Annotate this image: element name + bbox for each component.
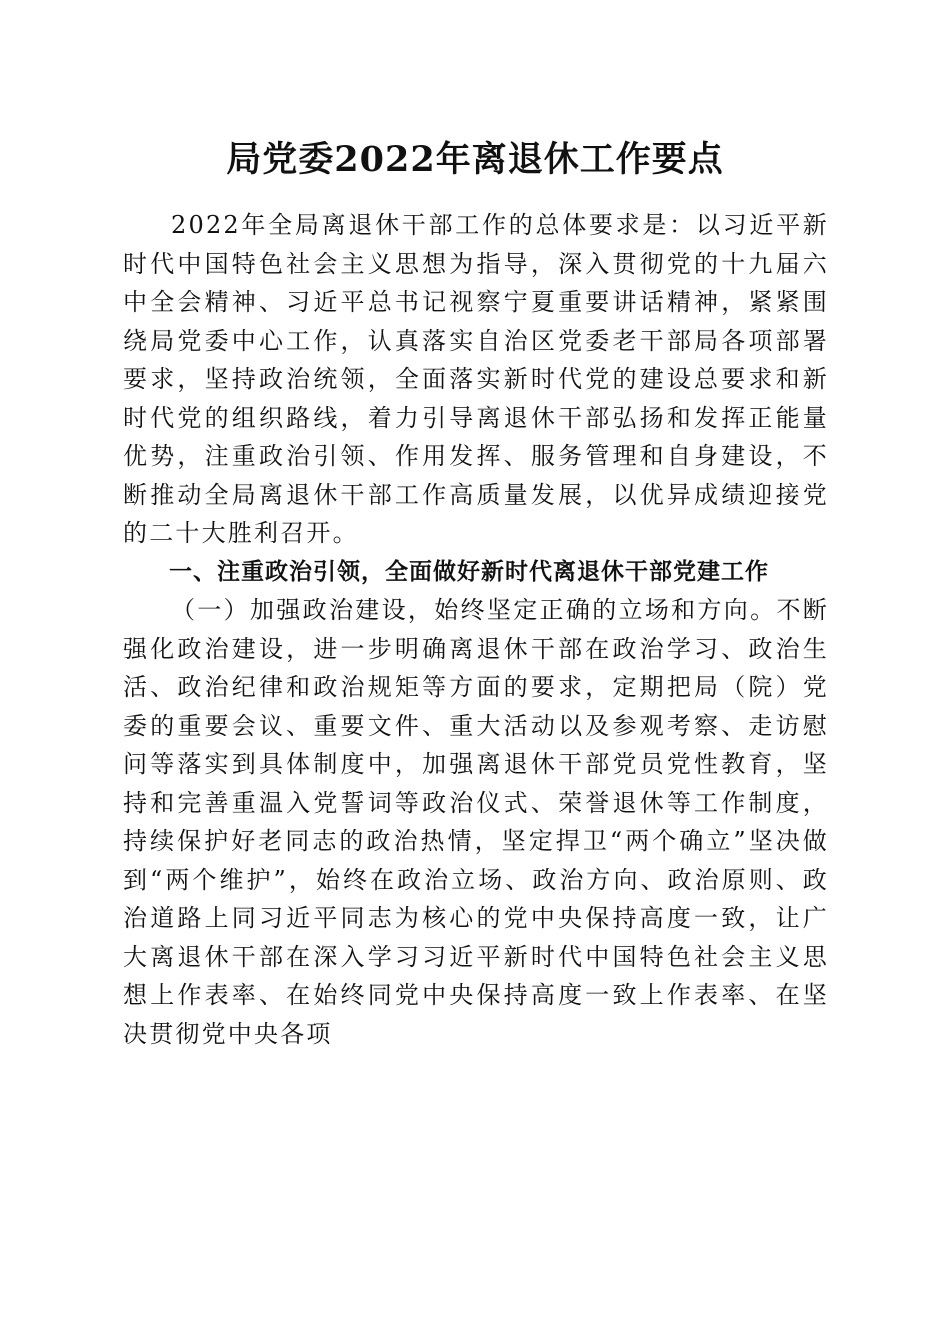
item-body: 不断强化政治建设，进一步明确离退休干部在政治学习、政治生活、政治纪律和政治规矩等方面的要求，定期把局（院）党委的重要会议、重要文件、重大活动以及参观考察、走访慰问等落实到具体制度中，加强离退休干部党员党性教育，坚持和完善重温入党誓词等政治仪式、荣誉退休等工作制度，持续保护好老同志的政治热情，坚定捍卫“两个确立”坚决做到“两个维护”，始终在政治立场、政治方向、政治原则、政治道路上同习近平同志为核心的党中央保持高度一致，让广大离退休干部在深入学习习近平新时代中国特色社会主义思想上作表率、在始终同党中央保持高度一致上作表率、在坚决贯彻党中央各项: [123, 596, 829, 1048]
intro-paragraph: 2022年全局离退休干部工作的总体要求是：以习近平新时代中国特色社会主义思想为指导，深入贯彻党的十九届六中全会精神、习近平总书记视察宁夏重要讲话精神，紧紧围绕局党委中心工作，认真落实自治区党委老干部局各项部署要求，坚持政治统领，全面落实新时代党的建设总要求和新时代党的组织路线，着力引导离退休干部弘扬和发挥正能量优势，注重政治引领、作用发挥、服务管理和自身建设，不断推动全局离退休干部工作高质量发展，以优异成绩迎接党的二十大胜利召开。: [123, 211, 829, 547]
document-body: [123, 206, 829, 1053]
document-title: 局党委2022年离退休工作要点: [226, 139, 724, 180]
section-heading: 一、注重政治引领，全面做好新时代离退休干部党建工作: [169, 558, 769, 585]
item-paragraph: [123, 591, 829, 1053]
item-heading: （一）加强政治建设，始终坚定正确的立场和方向。: [171, 596, 777, 624]
